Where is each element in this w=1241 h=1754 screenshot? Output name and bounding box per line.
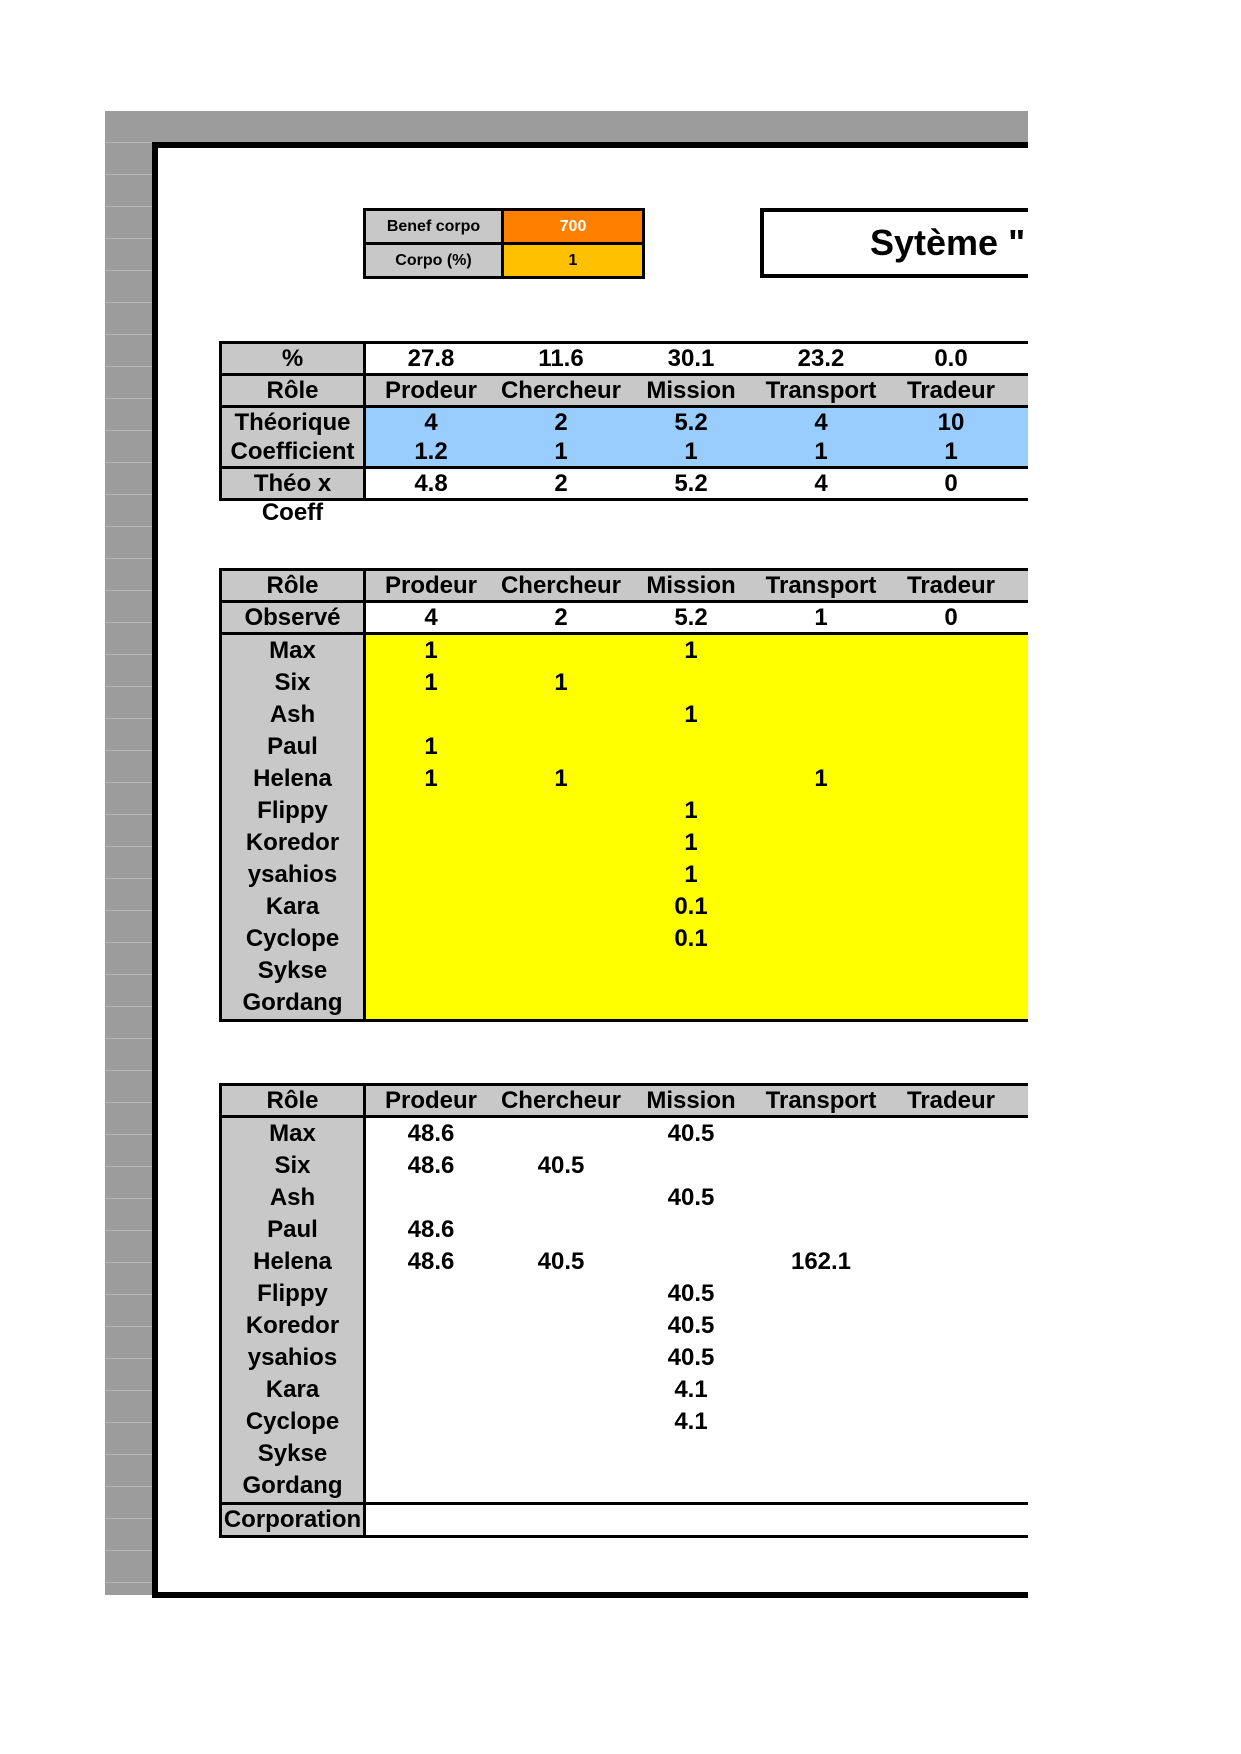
cell[interactable]: 11.6 [538,345,584,372]
column-header[interactable]: Transport [765,572,877,599]
benef-corpo-value-cell[interactable]: 700 [504,211,642,242]
table-row [222,1214,1028,1246]
cell[interactable]: 1 [684,438,698,465]
cell[interactable] [886,891,1016,923]
row-label[interactable]: ysahios [222,859,366,891]
benef-corpo-label-cell[interactable]: Benef corpo [366,211,504,242]
cell[interactable] [886,1278,1016,1310]
row-label[interactable]: Koredor [222,1310,366,1342]
cell[interactable] [496,827,626,859]
cell[interactable] [366,1310,496,1342]
role-header-row [222,376,1028,408]
cell[interactable] [756,1150,886,1182]
cell[interactable]: 1 [554,438,568,465]
row-label[interactable]: Paul [222,731,366,763]
cell[interactable]: 1 [424,637,438,664]
column-header[interactable]: Prodeur [384,377,477,404]
table-row [222,1310,1028,1342]
cell[interactable] [886,667,1016,699]
cell[interactable] [626,1470,756,1502]
cell[interactable] [496,1342,626,1374]
cell[interactable] [756,827,886,859]
table-row [222,1438,1028,1470]
cell[interactable]: 30.1 [667,345,715,372]
row-label[interactable]: Six [222,667,366,699]
cell[interactable]: 162.1 [790,1248,852,1275]
cell[interactable]: 0.0 [934,345,968,372]
cell[interactable] [496,1214,626,1246]
column-header[interactable]: Chercheur [500,1087,622,1114]
cell[interactable] [756,1310,886,1342]
percent-row [222,344,1028,376]
cell[interactable] [886,731,1016,763]
row-label[interactable]: Rôle [222,571,366,600]
cell[interactable] [496,1182,626,1214]
cell[interactable]: 5.2 [674,409,708,436]
cell[interactable] [756,1438,886,1470]
table-row [222,923,1028,955]
cell[interactable] [886,955,1016,987]
column-header[interactable]: Tradeur [906,1087,996,1114]
row-label[interactable]: Sykse [222,1438,366,1470]
row-label[interactable]: Max [222,1118,366,1150]
cell[interactable] [886,1438,1016,1470]
cell[interactable]: 1 [684,861,698,888]
row-label[interactable]: Rôle [222,1086,366,1115]
cell[interactable] [886,795,1016,827]
row-label[interactable]: Gordang [222,987,366,1019]
cell[interactable] [886,1150,1016,1182]
row-label[interactable]: Théo x Coeff [222,469,366,498]
cell[interactable]: 48.6 [407,1248,455,1275]
cell[interactable]: 1 [424,733,438,760]
sheet-title[interactable]: Sytème " [760,208,1028,278]
print-area-border-left [152,142,158,1598]
cell[interactable] [496,1438,626,1470]
cell[interactable] [496,1278,626,1310]
row-label[interactable]: Flippy [222,795,366,827]
row-label[interactable]: Corporation [222,1505,366,1535]
row-label[interactable]: Cyclope [222,923,366,955]
cell[interactable] [366,859,496,891]
cell[interactable] [886,635,1016,667]
column-header[interactable]: Mission [646,1087,736,1114]
table-row [222,827,1028,859]
cell[interactable] [626,955,756,987]
table-row [222,1150,1028,1182]
cell[interactable] [886,1214,1016,1246]
row-label[interactable]: Rôle [222,376,366,405]
print-area-border-top [152,142,1028,148]
cell[interactable] [366,1182,496,1214]
column-header[interactable]: Tradeur [906,377,996,404]
cell[interactable] [496,1118,626,1150]
cell[interactable] [496,891,626,923]
row-label[interactable]: Koredor [222,827,366,859]
cell[interactable] [496,635,626,667]
cell[interactable]: 0 [944,470,958,497]
cell[interactable] [366,699,496,731]
table-row [366,242,642,276]
column-header[interactable]: Mission [646,572,736,599]
corpo-percent-label-cell[interactable]: Corpo (%) [366,245,504,276]
table-row [222,1182,1028,1214]
table-row [222,667,1028,699]
cell[interactable] [366,987,496,1019]
payout-table [219,1083,1028,1538]
print-margin-top [105,111,1028,142]
cell[interactable] [366,955,496,987]
observed-table [219,568,1028,1022]
cell[interactable]: 0.1 [674,925,708,952]
cell[interactable] [626,987,756,1019]
cell[interactable]: 48.6 [407,1216,455,1243]
cell[interactable] [886,763,1016,795]
table-row [222,859,1028,891]
observe-row [222,603,1028,635]
cell[interactable]: 40.5 [537,1152,585,1179]
table-row [366,211,642,242]
cell[interactable]: 1 [684,701,698,728]
table-row [222,1374,1028,1406]
row-label[interactable]: Kara [222,1374,366,1406]
table-row [222,1278,1028,1310]
cell[interactable] [496,731,626,763]
cell[interactable] [366,1374,496,1406]
cell[interactable]: 40.5 [667,1184,715,1211]
cell[interactable]: 1.2 [414,438,448,465]
cell[interactable] [496,1310,626,1342]
cell[interactable]: 27.8 [407,345,455,372]
row-label[interactable]: Sykse [222,955,366,987]
cell[interactable] [366,1505,496,1535]
table-row [222,731,1028,763]
cell[interactable] [496,1406,626,1438]
cell[interactable] [496,955,626,987]
corpo-percent-value-cell[interactable]: 1 [504,245,642,276]
cell[interactable]: 1 [554,765,568,792]
cell[interactable] [756,1182,886,1214]
cell[interactable] [626,731,756,763]
row-label[interactable]: Helena [222,763,366,795]
cell[interactable] [626,1214,756,1246]
table-row [222,699,1028,731]
cell[interactable] [496,699,626,731]
cell[interactable] [756,859,886,891]
cell[interactable]: 1 [814,438,828,465]
cell[interactable] [886,1182,1016,1214]
cell[interactable] [756,1214,886,1246]
cell[interactable]: 1 [684,829,698,856]
cell[interactable]: 4.1 [674,1376,708,1403]
row-label[interactable]: Flippy [222,1278,366,1310]
row-label[interactable]: Max [222,635,366,667]
cell[interactable]: 0 [944,604,958,631]
column-header[interactable]: Tradeur [906,572,996,599]
cell[interactable]: 40.5 [667,1312,715,1339]
cell[interactable]: 2 [554,470,568,497]
cell[interactable] [626,763,756,795]
cell[interactable] [756,987,886,1019]
cell[interactable] [886,859,1016,891]
column-header[interactable]: Prodeur [384,1087,477,1114]
cell[interactable] [886,699,1016,731]
column-header[interactable]: Chercheur [500,572,622,599]
cell[interactable]: 48.6 [407,1120,455,1147]
cell[interactable]: 4 [814,409,828,436]
theorique-row [222,408,1028,437]
cell[interactable] [366,1406,496,1438]
cell[interactable] [756,1406,886,1438]
role-header-row [222,571,1028,603]
row-label[interactable]: Observé [222,603,366,632]
cell[interactable]: 2 [554,604,568,631]
cell[interactable]: 2 [554,409,568,436]
cell[interactable] [756,1342,886,1374]
print-margin-left [105,111,152,1595]
cell[interactable]: 10 [937,409,965,436]
cell[interactable]: 48.6 [407,1152,455,1179]
cell[interactable] [366,923,496,955]
cell[interactable] [886,1470,1016,1502]
cell[interactable]: 1 [814,765,828,792]
cell[interactable]: 0.1 [674,893,708,920]
row-label[interactable]: Ash [222,1182,366,1214]
cell[interactable] [886,1342,1016,1374]
column-header[interactable]: Prodeur [384,572,477,599]
row-label[interactable]: Paul [222,1214,366,1246]
cell[interactable] [496,795,626,827]
cell[interactable] [756,731,886,763]
table-row [222,1246,1028,1278]
table-row [222,891,1028,923]
cell[interactable] [886,827,1016,859]
cell[interactable] [756,795,886,827]
cell[interactable]: 4 [424,409,438,436]
cell[interactable]: 4 [424,604,438,631]
cell[interactable] [496,1374,626,1406]
column-header[interactable]: Chercheur [500,377,622,404]
cell[interactable] [886,1374,1016,1406]
column-header[interactable]: Transport [765,1087,877,1114]
cell[interactable] [496,859,626,891]
table-row [222,987,1028,1019]
cell[interactable]: 1 [684,797,698,824]
cell[interactable]: 1 [944,438,958,465]
row-label[interactable]: Gordang [222,1470,366,1502]
cell[interactable]: 4.1 [674,1408,708,1435]
cell[interactable] [366,1470,496,1502]
row-label[interactable]: Six [222,1150,366,1182]
cell[interactable]: 5.2 [674,470,708,497]
cell[interactable] [496,1470,626,1502]
cell[interactable] [756,1374,886,1406]
cell[interactable] [756,699,886,731]
cell[interactable] [756,1470,886,1502]
theoxcoeff-row [222,469,1028,526]
cell[interactable] [366,1342,496,1374]
row-label[interactable]: % [222,344,366,373]
row-label[interactable]: ysahios [222,1342,366,1374]
cell[interactable] [886,1118,1016,1150]
cell[interactable]: 40.5 [667,1344,715,1371]
cell[interactable] [366,891,496,923]
cell[interactable]: 4 [814,470,828,497]
cell[interactable]: 4.8 [414,470,448,497]
table-row [222,1406,1028,1438]
cell[interactable] [886,1310,1016,1342]
row-label[interactable]: Ash [222,699,366,731]
cell[interactable] [626,1150,756,1182]
table-row [222,1118,1028,1150]
cell[interactable] [626,1246,756,1278]
row-label[interactable]: Kara [222,891,366,923]
cell[interactable] [366,795,496,827]
role-header-row [222,1086,1028,1118]
cell[interactable] [366,827,496,859]
cell[interactable] [756,955,886,987]
row-label[interactable]: Helena [222,1246,366,1278]
row-label[interactable]: Théorique [222,408,366,437]
table-row [222,1342,1028,1374]
column-header[interactable]: Mission [646,377,736,404]
cell[interactable]: 1 [424,669,438,696]
cell[interactable] [886,987,1016,1019]
cell[interactable] [886,1406,1016,1438]
row-label[interactable]: Cyclope [222,1406,366,1438]
cell[interactable] [366,1278,496,1310]
corporation-row [222,1502,1028,1535]
table-row [222,795,1028,827]
benef-corpo-table [363,208,645,279]
cell[interactable]: 1 [554,669,568,696]
row-label[interactable]: Coefficient [222,437,366,466]
cell[interactable] [366,1438,496,1470]
table-row [222,1470,1028,1502]
cell[interactable] [756,667,886,699]
cell[interactable] [756,923,886,955]
cell[interactable]: 1 [684,637,698,664]
table-row [222,635,1028,667]
cell[interactable]: 40.5 [667,1280,715,1307]
cell[interactable] [756,891,886,923]
cell[interactable]: 40.5 [537,1248,585,1275]
cell[interactable]: 1 [814,604,828,631]
print-area-border-bottom [152,1592,1028,1598]
cell[interactable]: 1 [424,765,438,792]
theoretical-table [219,341,1028,526]
column-header[interactable]: Transport [765,377,877,404]
cell[interactable]: 23.2 [797,345,845,372]
cell[interactable] [626,667,756,699]
cell[interactable] [756,1278,886,1310]
cell[interactable] [756,635,886,667]
cell[interactable] [626,1438,756,1470]
cell[interactable] [496,923,626,955]
table-row [222,763,1028,795]
cell[interactable] [496,987,626,1019]
cell[interactable] [886,1246,1016,1278]
cell[interactable] [756,1118,886,1150]
cell[interactable]: 40.5 [667,1120,715,1147]
cell[interactable]: 5.2 [674,604,708,631]
cell[interactable] [886,923,1016,955]
coefficient-row [222,437,1028,469]
table-row [222,955,1028,987]
